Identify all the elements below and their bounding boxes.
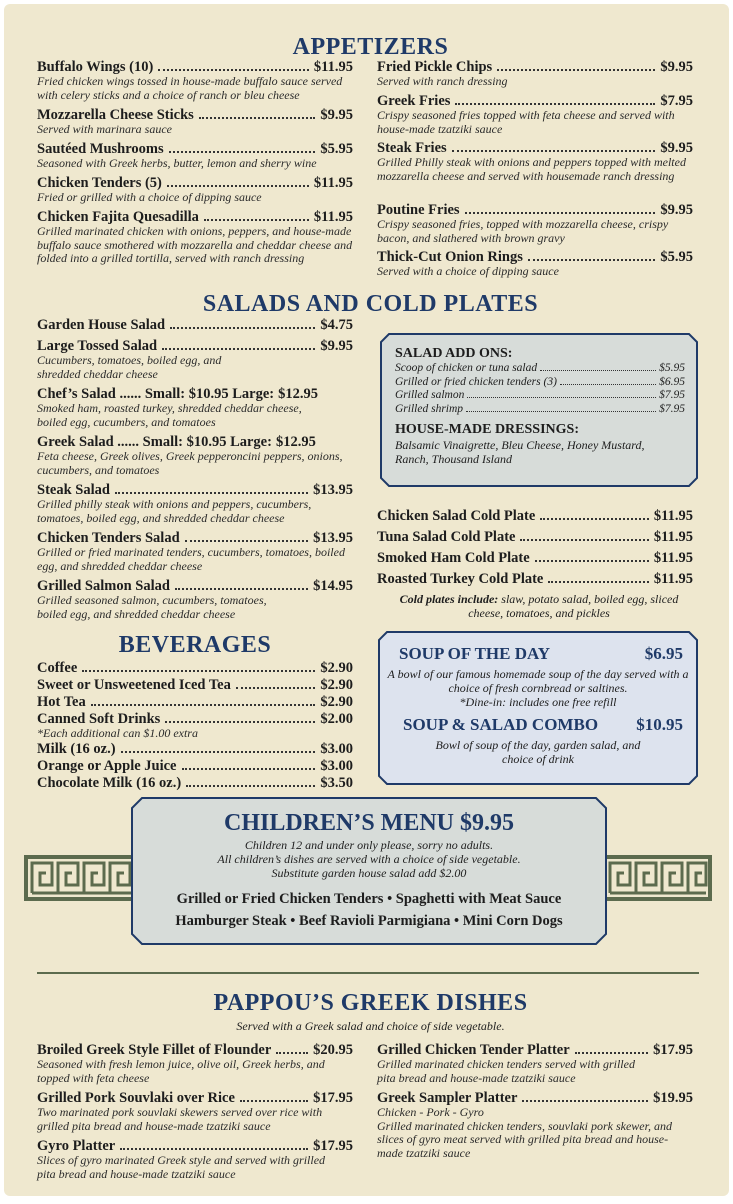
item-description: Fried chicken wings tossed in house-made buffalo sauce served with celery sticks and a choice of ranch or bleu cheese	[37, 74, 343, 102]
item-description: Chicken - Pork - Gyro Grilled marinated chicken tenders, souvlaki pork skewer, and slices of gyro meat served with grilled pita bread and house-made tzatziki sauce	[377, 1105, 672, 1160]
item-name: Orange or Apple Juice	[37, 758, 177, 774]
item-description: Smoked ham, roasted turkey, shredded cheddar cheese, boiled egg, cucumbers, and tomatoes	[37, 401, 302, 429]
item-price: $17.95	[653, 1042, 693, 1058]
menu-item	[37, 107, 353, 137]
item-price: $11.95	[653, 550, 693, 566]
item-description: *Each additional can $1.00 extra	[37, 726, 198, 740]
addon-name: Grilled or fried chicken tenders (3)	[395, 375, 557, 388]
item-price: $3.00	[320, 758, 353, 774]
item-name: Chef’s Salad ...... Small: $10.95 Large:	[37, 386, 275, 402]
item-name: Chicken Salad Cold Plate	[377, 508, 536, 524]
item-description: Fried or grilled with a choice of dipping sauce	[37, 190, 262, 204]
menu-item	[37, 338, 353, 381]
item-description: Grilled or fried marinated tenders, cucumbers, tomatoes, boiled egg, and shredded cheddar cheese	[37, 545, 345, 573]
soup-panel	[387, 644, 689, 766]
item-price: $9.95	[660, 140, 693, 156]
item-name: Roasted Turkey Cold Plate	[377, 571, 544, 587]
addon-price: $6.95	[659, 375, 685, 388]
salads-title: SALADS AND COLD PLATES	[202, 291, 539, 317]
addon-price: $5.95	[659, 362, 685, 374]
cold-note-text: slaw, potato salad, boiled egg, sliced cheese, tomatoes, and pickles	[468, 592, 679, 620]
soup-price: $6.95	[644, 644, 683, 663]
item-name: Chicken Tenders (5)	[37, 175, 162, 191]
item-price: $5.95	[320, 141, 353, 157]
item-name: Tuna Salad Cold Plate	[377, 529, 516, 545]
item-price: $9.95	[660, 202, 693, 218]
item-name: Milk (16 oz.)	[37, 741, 116, 757]
cold-plate-item	[377, 571, 693, 587]
children-note-side: All children’s dishes are served with a choice of side vegetable.	[217, 852, 521, 866]
item-price: $11.95	[313, 175, 353, 191]
menu-item	[37, 578, 353, 621]
addons-panel	[395, 346, 685, 466]
item-description: Seasoned with Greek herbs, butter, lemon and sherry wine	[37, 156, 317, 170]
beverage-item	[37, 741, 353, 757]
children-title: CHILDREN’S MENU $9.95	[223, 810, 514, 836]
item-price: $11.95	[313, 209, 353, 225]
item-name: Greek Sampler Platter	[377, 1090, 518, 1106]
menu-item	[37, 59, 353, 102]
item-description: Served with a choice of dipping sauce	[377, 264, 559, 278]
item-price: $9.95	[660, 59, 693, 75]
item-description: Cucumbers, tomatoes, boiled egg, and shredded cheddar cheese	[37, 353, 222, 381]
item-price: $13.95	[313, 482, 353, 498]
item-name: Sweet or Unsweetened Iced Tea	[37, 677, 231, 693]
menu-item	[37, 530, 353, 573]
cold-plates-note	[389, 592, 689, 620]
beverage-item	[37, 660, 353, 676]
combo-title: SOUP & SALAD COMBO	[403, 715, 599, 734]
item-name: Garden House Salad	[37, 317, 166, 333]
item-price: $7.95	[660, 93, 693, 109]
cold-plate-item	[377, 550, 693, 566]
item-price: $12.95	[278, 386, 318, 402]
soup-title: SOUP OF THE DAY	[399, 644, 550, 663]
item-name: Greek Fries	[377, 93, 451, 109]
menu-item	[37, 386, 353, 429]
item-name: Buffalo Wings (10)	[37, 59, 154, 75]
beverage-item	[37, 711, 353, 741]
section-divider	[37, 972, 699, 974]
item-price: $2.90	[320, 677, 353, 693]
addon-name: Grilled salmon	[395, 389, 465, 401]
children-note-salad: Substitute garden house salad add $2.00	[271, 866, 467, 880]
item-name: Large Tossed Salad	[37, 338, 158, 354]
item-price: $11.95	[653, 571, 693, 587]
item-name: Hot Tea	[37, 694, 86, 710]
menu-item	[37, 175, 353, 205]
item-price: $17.95	[313, 1138, 353, 1154]
menu-item	[37, 482, 353, 525]
item-price: $3.50	[320, 775, 353, 791]
item-name: Fried Pickle Chips	[377, 59, 493, 75]
item-description: Grilled marinated chicken with onions, peppers, and house-made buffalo sauce smothered with mozzarella and cheddar cheese and folded into a grilled tortilla, served with ranch dressing	[37, 224, 353, 265]
item-price: $12.95	[275, 434, 316, 450]
item-name: Grilled Pork Souvlaki over Rice	[37, 1090, 235, 1106]
item-name: Greek Salad ...... Small: $10.95 Large:	[37, 434, 272, 450]
item-price: $2.90	[320, 660, 353, 676]
greek-item	[37, 1042, 353, 1085]
greek-item	[37, 1138, 353, 1181]
item-description: Served with ranch dressing	[377, 74, 508, 88]
combo-description: Bowl of soup of the day, garden salad, and choice of drink	[435, 738, 641, 766]
item-name: Sautéed Mushrooms	[37, 141, 164, 157]
greek-key-right	[602, 855, 712, 901]
item-description: Grilled philly steak with onions and peppers, cucumbers, tomatoes, boiled egg, and shredded cheddar cheese	[37, 497, 312, 525]
item-description: Grilled marinated chicken tenders served with grilled pita bread and house-made tzatziki sauce	[377, 1057, 635, 1085]
menu-item	[37, 141, 353, 171]
greek-key-left	[24, 855, 139, 901]
item-price: $17.95	[313, 1090, 353, 1106]
menu-item	[37, 317, 353, 333]
beverage-item	[37, 775, 353, 791]
greek-item	[377, 1090, 693, 1160]
menu-item	[377, 140, 693, 183]
addon-name: Scoop of chicken or tuna salad	[395, 362, 538, 374]
item-description: Served with marinara sauce	[37, 122, 172, 136]
item-price: $19.95	[653, 1090, 693, 1106]
soup-description: A bowl of our famous homemade soup of the day served with a choice of fresh cornbread or saltines.	[387, 667, 689, 695]
beverage-item	[37, 677, 353, 693]
children-items-line-1: Grilled or Fried Chicken Tenders • Spaghetti with Meat Sauce	[176, 891, 562, 907]
item-description: Slices of gyro marinated Greek style and served with grilled pita bread and house-made tzatziki sauce	[37, 1153, 326, 1181]
item-description: Crispy seasoned fries, topped with mozzarella cheese, crispy bacon, and slathered with brown gravy	[377, 217, 669, 245]
item-name: Chicken Fajita Quesadilla	[37, 209, 199, 225]
item-name: Grilled Chicken Tender Platter	[377, 1042, 570, 1058]
item-name: Steak Salad	[37, 482, 110, 498]
item-price: $11.95	[653, 529, 693, 545]
item-name: Steak Fries	[377, 140, 447, 156]
item-name: Poutine Fries	[377, 202, 460, 218]
item-name: Thick-Cut Onion Rings	[377, 249, 523, 265]
menu-item	[377, 249, 693, 279]
item-price: $14.95	[313, 578, 353, 594]
item-description: Two marinated pork souvlaki skewers served over rice with grilled pita bread and house-made tzatziki sauce	[37, 1105, 323, 1133]
item-description: Grilled seasoned salmon, cucumbers, tomatoes, boiled egg, and shredded cheddar cheese	[37, 593, 267, 621]
addon-name: Grilled shrimp	[395, 402, 464, 415]
menu-item	[37, 209, 353, 266]
item-description: Seasoned with fresh lemon juice, olive oil, Greek herbs, and topped with feta cheese	[37, 1057, 325, 1085]
addons-title: SALAD ADD ONS:	[395, 346, 513, 361]
item-price: $5.95	[660, 249, 693, 265]
cold-plate-item	[377, 508, 693, 524]
menu-item	[377, 202, 693, 245]
item-description: Grilled Philly steak with onions and peppers topped with melted mozzarella cheese and served with housemade ranch dressing	[377, 155, 686, 183]
cold-plate-item	[377, 529, 693, 545]
greek-subtitle: Served with a Greek salad and choice of side vegetable.	[236, 1019, 505, 1033]
menu-item	[37, 434, 353, 477]
item-name: Canned Soft Drinks	[37, 711, 161, 727]
item-name: Broiled Greek Style Fillet of Flounder	[37, 1042, 272, 1058]
addon-price: $7.95	[659, 402, 685, 415]
item-description: Feta cheese, Greek olives, Greek pepperoncini peppers, onions, cucumbers, and tomatoes	[37, 449, 343, 477]
item-name: Chicken Tenders Salad	[37, 530, 180, 546]
beverages-title: BEVERAGES	[118, 632, 272, 658]
menu-item	[377, 59, 693, 89]
cold-note-label: Cold plates include:	[399, 592, 499, 606]
combo-price: $10.95	[636, 715, 683, 734]
children-panel	[140, 810, 598, 930]
dressings-list: Balsamic Vinaigrette, Bleu Cheese, Honey Mustard, Ranch, Thousand Island	[395, 438, 645, 466]
children-note-age: Children 12 and under only please, sorry no adults.	[244, 838, 494, 852]
beverage-item	[37, 694, 353, 710]
soup-refill-note: *Dine-in: includes one free refill	[459, 695, 617, 709]
item-price: $11.95	[653, 508, 693, 524]
item-price: $2.90	[320, 694, 353, 710]
appetizers-title: APPETIZERS	[292, 34, 449, 60]
addon-price: $7.95	[659, 389, 685, 401]
item-price: $2.00	[320, 711, 353, 727]
greek-item	[37, 1090, 353, 1133]
greek-title: PAPPOU’S GREEK DISHES	[213, 990, 528, 1016]
item-name: Grilled Salmon Salad	[37, 578, 170, 594]
beverage-item	[37, 758, 353, 774]
item-price: $9.95	[320, 107, 353, 123]
children-items-line-2: Hamburger Steak • Beef Ravioli Parmigiana • Mini Corn Dogs	[175, 913, 563, 929]
dressings-title: HOUSE-MADE DRESSINGS:	[395, 422, 579, 437]
item-description: Crispy seasoned fries topped with feta cheese and served with house-made tzatziki sauce	[377, 108, 675, 136]
item-price: $20.95	[313, 1042, 353, 1058]
item-price: $4.75	[320, 317, 353, 333]
greek-item	[377, 1042, 693, 1085]
item-price: $11.95	[313, 59, 353, 75]
menu-item	[377, 93, 693, 136]
menu-page	[4, 4, 729, 1196]
item-price: $13.95	[313, 530, 353, 546]
item-name: Smoked Ham Cold Plate	[377, 550, 530, 566]
item-name: Chocolate Milk (16 oz.)	[37, 775, 182, 791]
item-price: $9.95	[320, 338, 353, 354]
item-name: Coffee	[37, 660, 78, 676]
item-name: Mozzarella Cheese Sticks	[37, 107, 194, 123]
item-name: Gyro Platter	[37, 1138, 116, 1154]
item-price: $3.00	[320, 741, 353, 757]
